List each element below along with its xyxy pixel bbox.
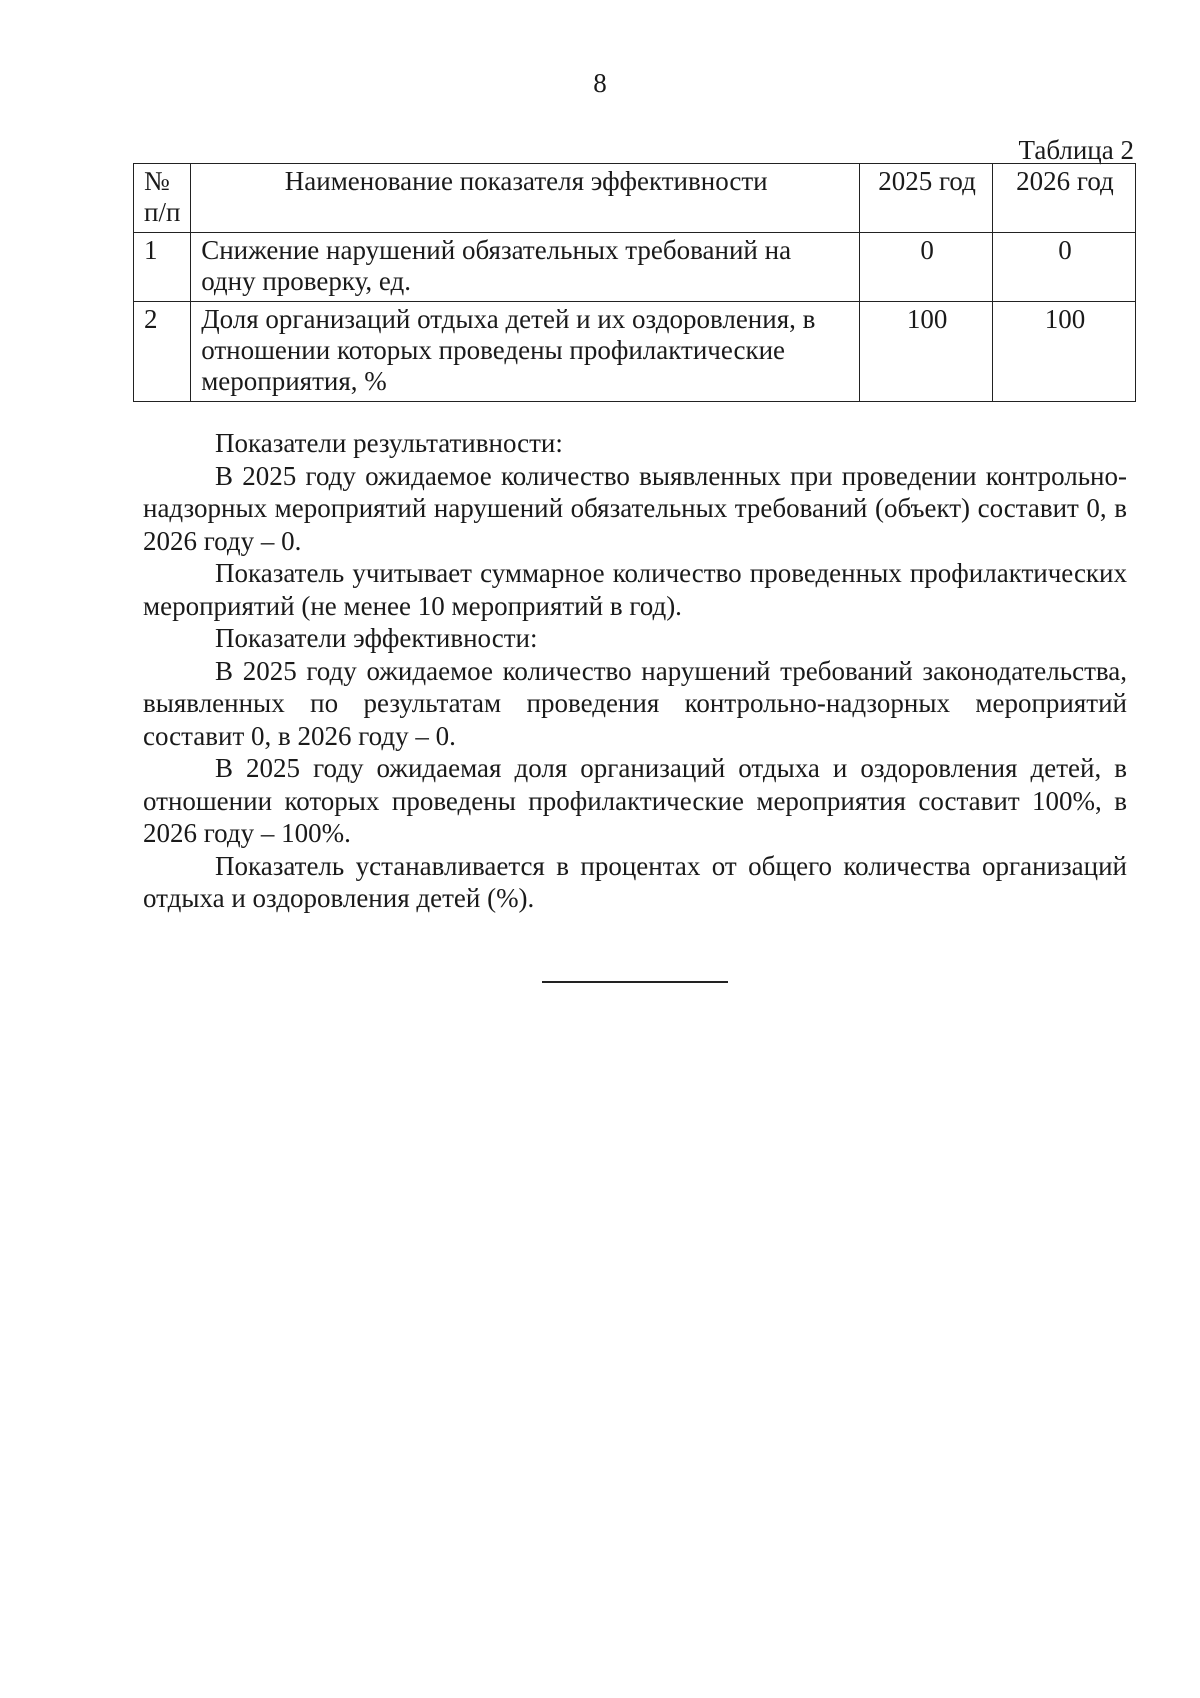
row-name: Снижение нарушений обязательных требований на одну проверку, ед. — [191, 233, 860, 302]
table-caption: Таблица 2 — [1018, 135, 1134, 165]
document-body — [143, 427, 1127, 915]
header-2026: 2026 год — [992, 164, 1135, 233]
end-divider-line — [542, 981, 728, 983]
row-num: 2 — [134, 302, 191, 402]
header-name: Наименование показателя эффективности — [191, 164, 860, 233]
row-value-2025: 100 — [860, 302, 993, 402]
section-heading-results: Показатели результативности: — [215, 428, 563, 458]
table-header-row — [134, 164, 1136, 233]
header-2025: 2025 год — [860, 164, 993, 233]
row-value-2026: 100 — [992, 302, 1135, 402]
paragraph: Показатель устанавливается в процентах от общего количества организаций отдыха и оздоровления детей (%). — [143, 850, 1127, 913]
row-name: Доля организаций отдыха детей и их оздоровления, в отношении которых проведены профилактические мероприятия, % — [191, 302, 860, 402]
table-row — [134, 302, 1136, 402]
paragraph: В 2025 году ожидаемое количество нарушений требований законодательства, выявленных по результатам проведения контрольно-надзорных мероприятий составит 0, в 2026 году – 0. — [143, 655, 1127, 751]
row-value-2026: 0 — [992, 233, 1135, 302]
paragraph: В 2025 году ожидаемое количество выявленных при проведении контрольно-надзорных мероприятий нарушений обязательных требований (объект) составит 0, в 2026 году – 0. — [143, 460, 1127, 556]
table-row — [134, 233, 1136, 302]
section-heading-efficiency: Показатели эффективности: — [215, 623, 538, 653]
row-num: 1 — [134, 233, 191, 302]
header-num: № п/п — [134, 164, 191, 233]
paragraph: В 2025 году ожидаемая доля организаций отдыха и оздоровления детей, в отношении которых проведены профилактические мероприятия составит 100%, в 2026 году – 100%. — [143, 753, 1127, 848]
paragraph: Показатель учитывает суммарное количество проведенных профилактических мероприятий (не менее 10 мероприятий в год). — [143, 558, 1127, 621]
page-number: 8 — [593, 68, 607, 98]
indicators-table — [133, 163, 1136, 402]
row-value-2025: 0 — [860, 233, 993, 302]
